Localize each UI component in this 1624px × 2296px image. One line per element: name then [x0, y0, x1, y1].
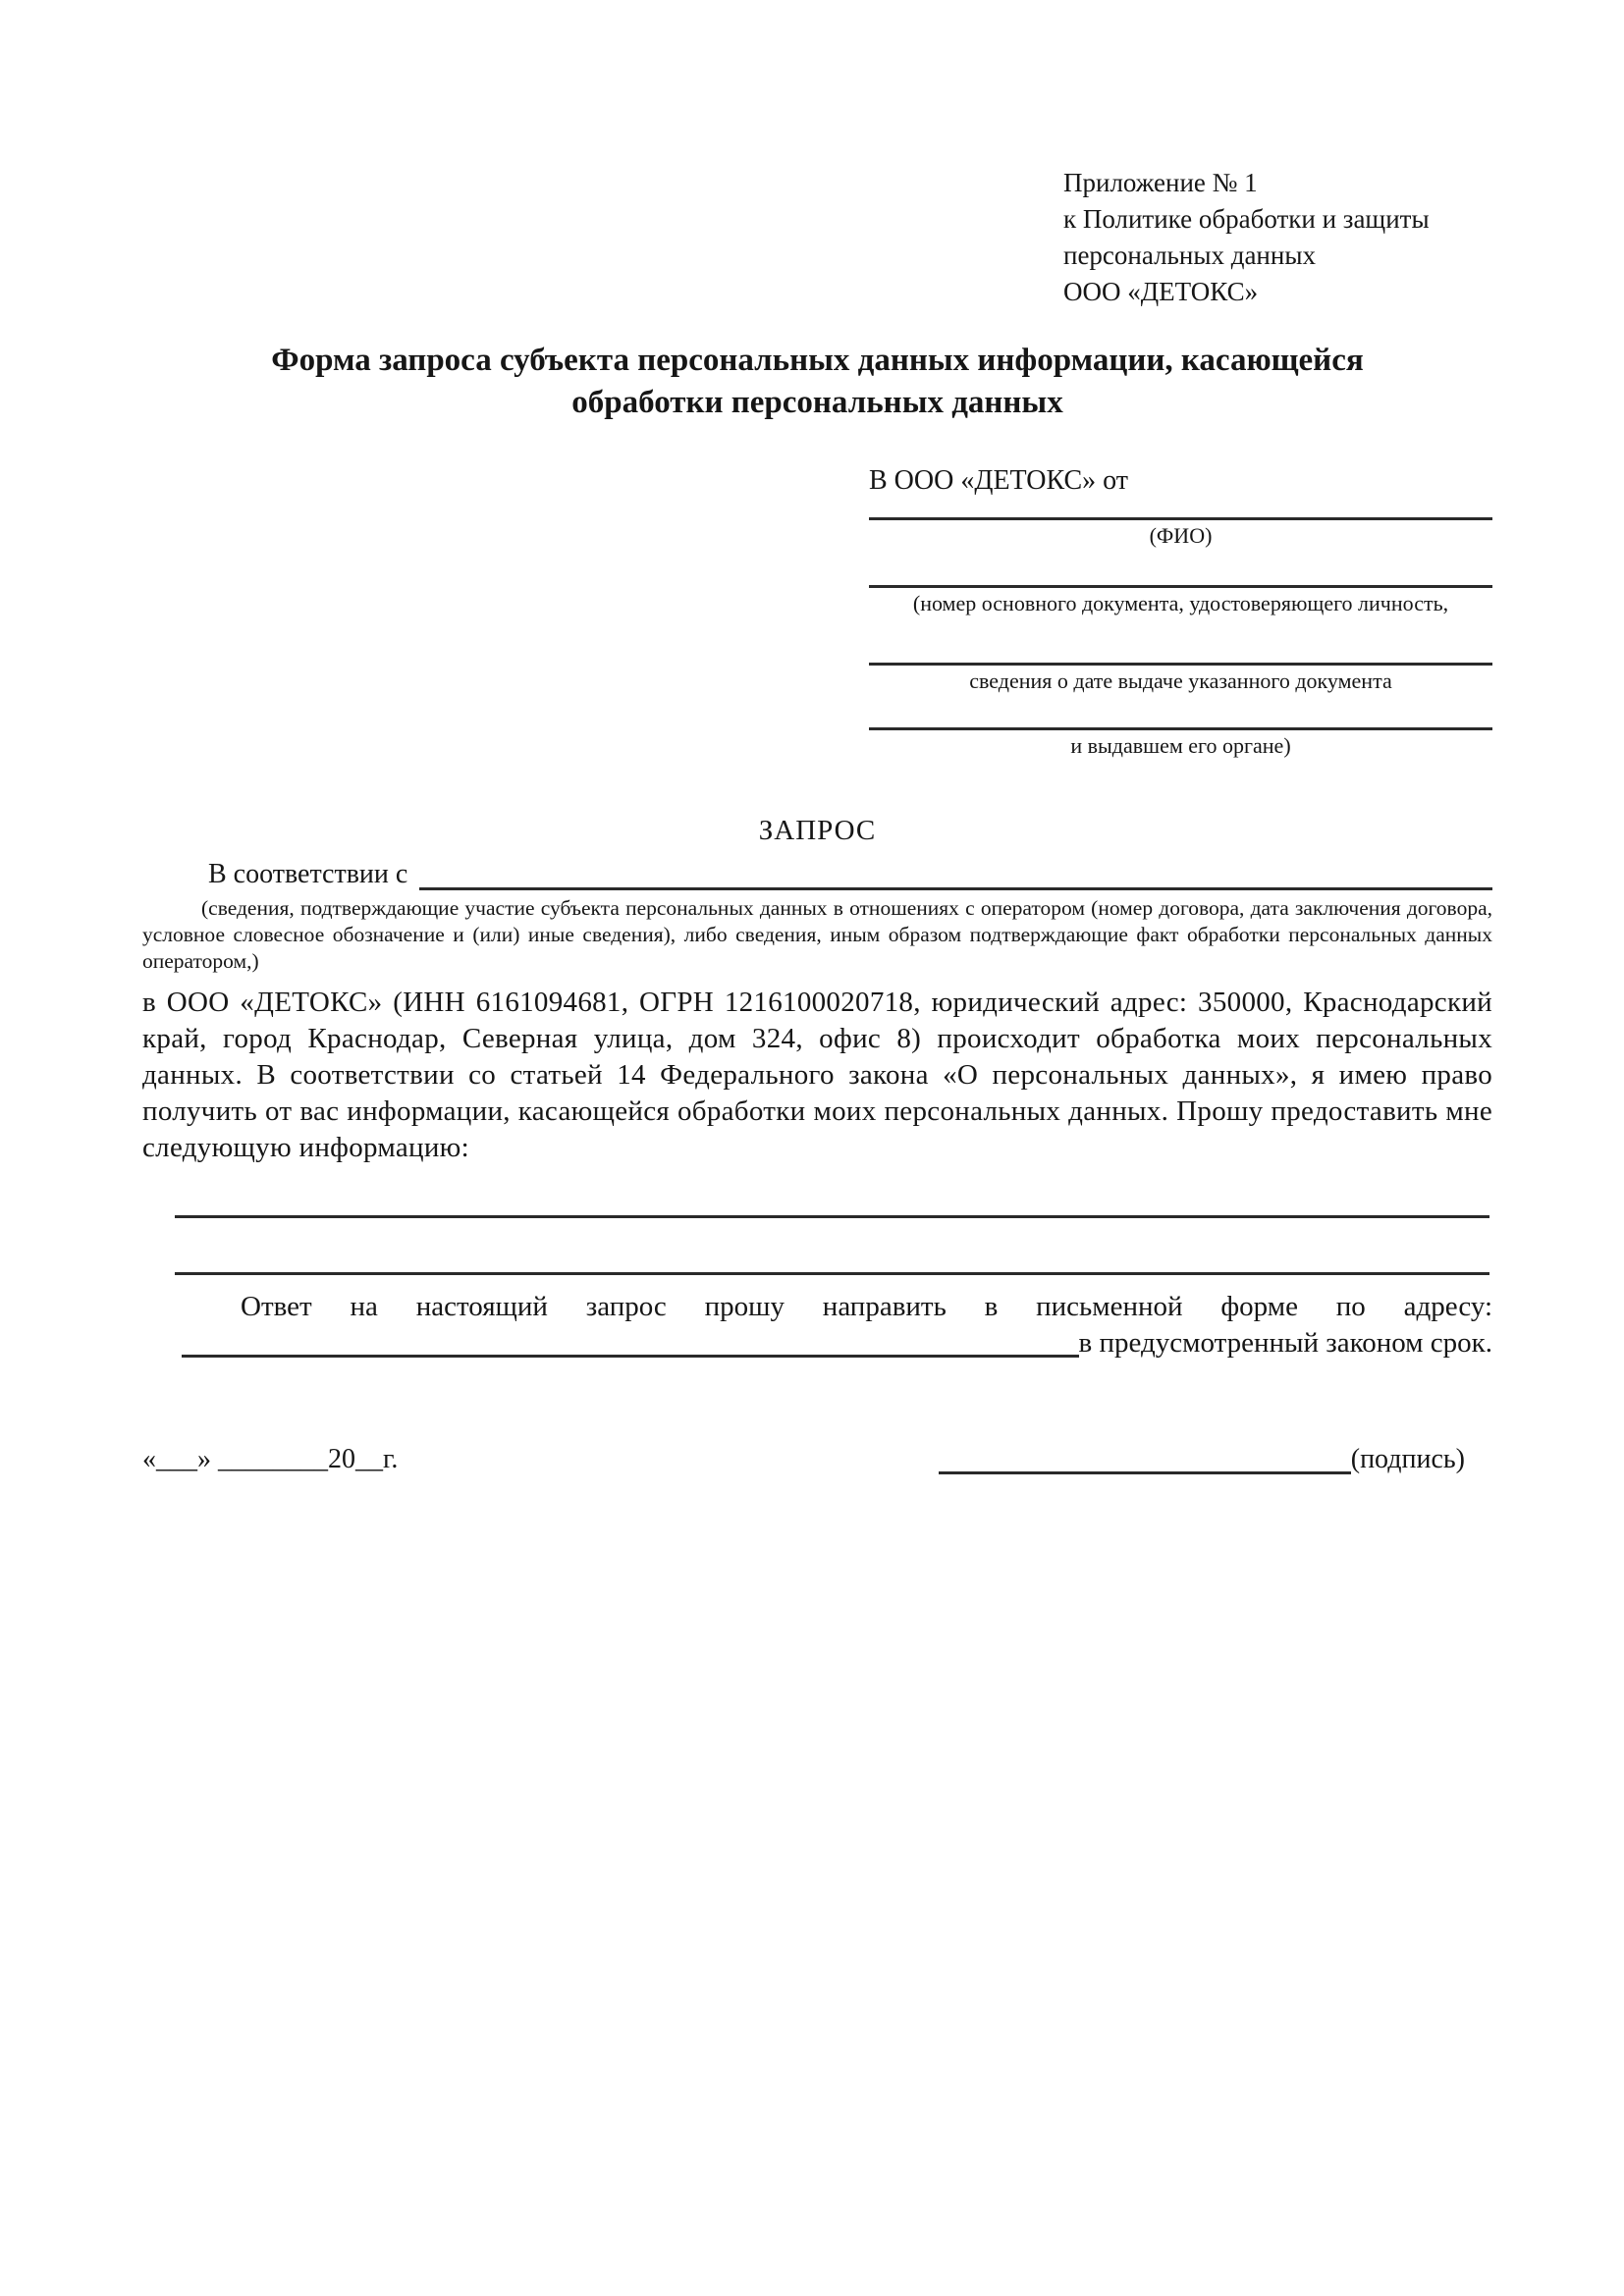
issue-date-field [869, 640, 1492, 694]
request-heading: ЗАПРОС [758, 815, 877, 846]
document-number-blank-line [869, 562, 1492, 588]
reply-address-row [142, 1325, 1492, 1362]
reply-address-blank-line [182, 1330, 1079, 1358]
fio-field [869, 499, 1492, 549]
fio-caption: (ФИО) [1149, 523, 1213, 548]
signature-group [939, 1442, 1465, 1477]
fio-blank-line [869, 499, 1492, 520]
date-blank: «___» ________20__г. [142, 1444, 399, 1474]
request-body-paragraph: в ООО «ДЕТОКС» (ИНН 6161094681, ОГРН 1216100020718, юридический адрес: 350000, Краснодарский край, город Краснодар, Северная улица, дом 324, офис 8) происходит обработка моих персональных данных. В соответствии со статьей 14 Федерального закона «О персональных данных», я имею право получить от вас информации, касающейся обработки моих персональных данных. Прошу предоставить мне следующую информацию: [142, 987, 1492, 1163]
issuing-authority-field [869, 705, 1492, 759]
signature-row [142, 1442, 1492, 1477]
document-number-field [869, 562, 1492, 616]
basis-footnote: (сведения, подтверждающие участие субъекта персональных данных в отношениях с оператором (номер договора, дата заключения договора, условное словесное обозначение и (или) иные сведения), либо сведения, иным образом подтверждающие факт обработки персональных данных оператором,) [142, 896, 1492, 973]
addressee-intro: В ООО «ДЕТОКС» от [869, 465, 1129, 496]
policy-reference-line: к Политике обработки и защиты [1063, 204, 1430, 234]
document-number-caption: (номер основного документа, удостоверяющего личность, [912, 591, 1449, 615]
reply-request-sentence: Ответ на настоящий запрос прошу направить в письменной форме по адресу: [241, 1291, 1492, 1322]
policy-reference-line2: персональных данных [1063, 240, 1316, 270]
reply-tail-text: в предусмотренный законом срок. [1078, 1327, 1492, 1359]
issuing-authority-blank-line [869, 705, 1492, 730]
addressee-block [869, 463, 1492, 759]
basis-row [142, 856, 1492, 893]
signature-blank-line [939, 1447, 1351, 1474]
signature-caption: (подпись) [1350, 1444, 1465, 1474]
basis-label: В соответствии с [208, 859, 408, 889]
issue-date-blank-line [869, 640, 1492, 666]
appendix-number-line: Приложение № 1 [1063, 168, 1258, 197]
info-blank-line-2 [175, 1272, 1489, 1275]
issuing-authority-caption: и выдавшем его органе) [1070, 733, 1291, 758]
appendix-header [1063, 165, 1492, 310]
basis-blank-line [419, 861, 1492, 890]
info-blank-line-1 [175, 1215, 1489, 1218]
issue-date-caption: сведения о дате выдаче указанного документа [969, 668, 1392, 693]
document-title: Форма запроса субъекта персональных данных информации, касающейся обработки персональных данных [271, 343, 1364, 420]
company-name-line: ООО «ДЕТОКС» [1063, 277, 1259, 306]
